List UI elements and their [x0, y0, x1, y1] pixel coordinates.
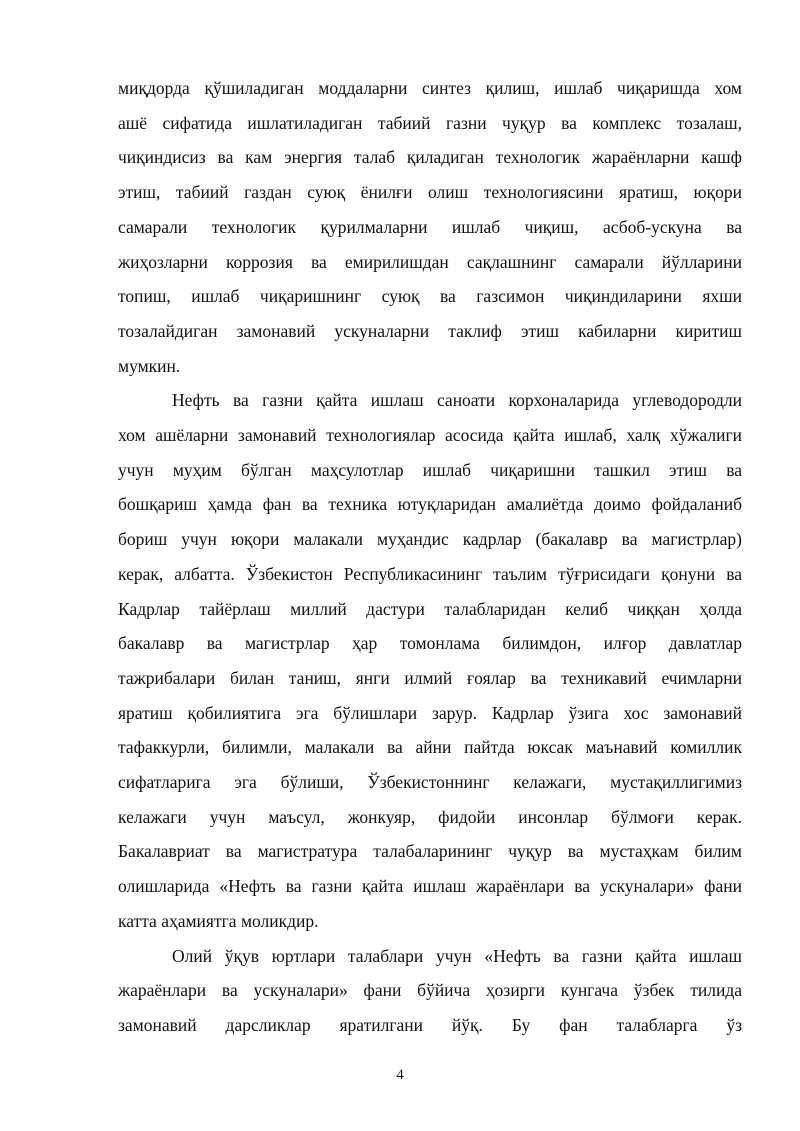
- text-line: топиш, ишлаб чиқаришнинг суюқ ва газсимон чиқиндиларини яхши: [118, 286, 742, 307]
- text-line: миқдорда қўшиладиган моддаларни синтез қилиш, ишлаб чиқаришда хом: [118, 78, 742, 98]
- text-line: Бакалавриат ва магистратура талабаларининг чуқур ва мустаҳкам билим: [118, 841, 742, 862]
- text-line: хом ашёларни замонавий технологиялар асосида қайта ишлаб, халқ хўжалиги: [118, 425, 742, 445]
- text-line: чиқиндисиз ва кам энергия талаб қиладиган технологик жараёнларни кашф: [118, 147, 742, 168]
- text-line: жиҳозларни коррозия ва емирилишдан сақлашнинг самарали йўлларини: [118, 251, 742, 272]
- text-line: олишларида «Нефть ва газни қайта ишлаш жараёнлари ва ускуналари» фани: [118, 876, 742, 897]
- text-line: учун муҳим бўлган маҳсулотлар ишлаб чиқаришни ташкил этиш ва: [118, 459, 742, 480]
- text-line: замонавий дарсликлар яратилгани йўқ. Бу фан талабларга ўз: [118, 1014, 742, 1035]
- text-line: Кадрлар тайёрлаш миллий дастури талабларидан келиб чиққан ҳолда: [118, 598, 742, 619]
- text-line: келажаги учун маъсул, жонкуяр, фидойи инсонлар бўлмоғи керак.: [118, 806, 742, 827]
- text-line: бошқариш ҳамда фан ва техника ютуқларидан амалиётда доимо фойдаланиб: [118, 494, 742, 515]
- text-line: бориш учун юқори малакали муҳандис кадрлар (бакалавр ва магистрлар): [118, 529, 742, 550]
- text-line: жараёнлари ва ускуналари» фани бўйича ҳозирги кунгача ўзбек тилида: [118, 980, 742, 1001]
- text-line: яратиш қобилиятига эга бўлишлари зарур. Кадрлар ўзига хос замонавий: [118, 702, 742, 723]
- text-line: керак, албатта. Ўзбекистон Республикасининг таълим тўғрисидаги қонуни ва: [118, 563, 742, 584]
- page-number: 4: [396, 1067, 404, 1083]
- text-line: тажрибалари билан таниш, янги илмий ғоялар ва техникавий ечимларни: [118, 667, 742, 688]
- text-line: сифатларига эга бўлиши, Ўзбекистоннинг келажаги, мустақиллигимиз: [118, 772, 742, 792]
- text-line: этиш, табиий газдан суюқ ёнилғи олиш технологиясини яратиш, юқори: [118, 182, 742, 203]
- text-line: бакалавр ва магистрлар ҳар томонлама билимдон, илғор давлатлар: [118, 633, 742, 654]
- text-line: Олий ўқув юртлари талаблари учун «Нефть ва газни қайта ишлаш: [172, 945, 742, 966]
- text-line: катта аҳамиятга моликдир.: [118, 910, 319, 931]
- text-line: самарали технологик қурилмаларни ишлаб чиқиш, асбоб-ускуна ва: [118, 216, 742, 237]
- text-line: тозалайдиган замонавий ускуналарни таклиф этиш кабиларни киритиш: [118, 320, 742, 341]
- text-line: мумкин.: [118, 355, 181, 376]
- text-line: ашё сифатида ишлатиладиган табиий газни чуқур ва комплекс тозалаш,: [118, 112, 742, 133]
- text-line: Нефть ва газни қайта ишлаш саноати корхоналарида углеводородли: [172, 390, 742, 411]
- text-line: тафаккурли, билимли, малакали ва айни пайтда юксак маънавий комиллик: [118, 737, 742, 758]
